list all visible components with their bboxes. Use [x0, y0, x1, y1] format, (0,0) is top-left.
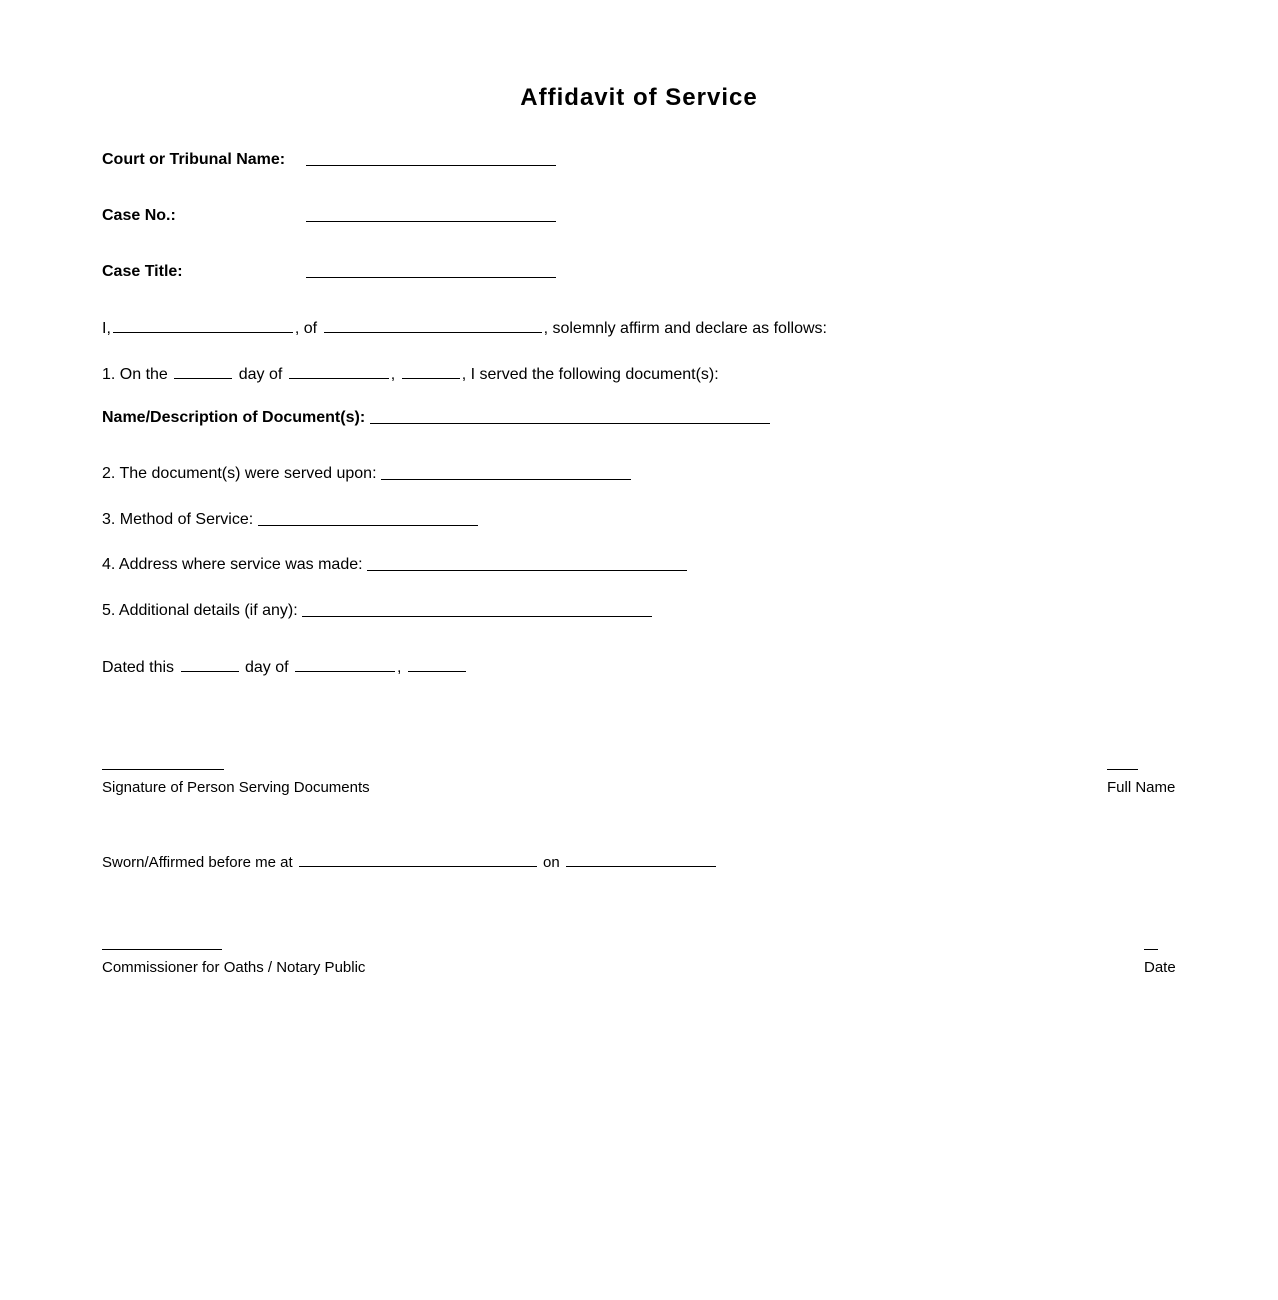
intro-line — [102, 318, 827, 338]
item-1-day-of: day of — [238, 366, 283, 383]
server-signature-label: Signature of Person Serving Documents — [102, 779, 370, 796]
dated-month-field[interactable] — [295, 657, 395, 672]
method-of-service-field[interactable] — [258, 525, 478, 526]
full-name-field[interactable] — [1107, 769, 1138, 770]
intro-suffix: , solemnly affirm and declare as follows: — [543, 320, 827, 337]
page-title: Affidavit of Service — [520, 84, 758, 111]
sworn-line — [102, 853, 718, 871]
intro-of: , of — [294, 320, 318, 337]
item-5-label: 5. Additional details (if any): — [102, 602, 298, 619]
service-month-field[interactable] — [289, 364, 389, 379]
documents-field[interactable] — [370, 423, 770, 424]
dated-day-of: day of — [244, 659, 289, 676]
case-no-label: Case No.: — [102, 207, 176, 224]
additional-details-field[interactable] — [302, 616, 652, 617]
commissioner-signature-field[interactable] — [102, 949, 222, 950]
item-1-line — [102, 364, 719, 384]
case-title-label: Case Title: — [102, 263, 183, 280]
commissioner-label: Commissioner for Oaths / Notary Public — [102, 959, 366, 976]
documents-label: Name/Description of Document(s): — [102, 409, 366, 426]
server-signature-field[interactable] — [102, 769, 224, 770]
full-name-label: Full Name — [1107, 779, 1176, 796]
item-3-label: 3. Method of Service: — [102, 511, 254, 528]
deponent-name-field[interactable] — [113, 318, 293, 333]
case-title-field[interactable] — [306, 277, 556, 278]
court-name-field[interactable] — [306, 165, 556, 166]
sworn-date-field[interactable] — [566, 853, 716, 867]
sworn-location-field[interactable] — [299, 853, 537, 867]
item-2-label: 2. The document(s) were served upon: — [102, 465, 377, 482]
dated-prefix: Dated this — [102, 659, 175, 676]
item-1-prefix: 1. On the — [102, 366, 168, 383]
court-name-label: Court or Tribunal Name: — [102, 151, 286, 168]
case-no-field[interactable] — [306, 221, 556, 222]
dated-year-field[interactable] — [408, 657, 466, 672]
sworn-on: on — [543, 854, 560, 871]
sworn-prefix: Sworn/Affirmed before me at — [102, 854, 293, 871]
intro-prefix: I, — [102, 320, 111, 337]
service-address-field[interactable] — [367, 570, 687, 571]
date-field[interactable] — [1144, 949, 1158, 950]
dated-day-field[interactable] — [181, 657, 239, 672]
item-1-comma: , — [390, 366, 396, 383]
date-label: Date — [1144, 959, 1176, 976]
deponent-address-field[interactable] — [324, 318, 542, 333]
service-year-field[interactable] — [402, 364, 460, 379]
dated-line — [102, 657, 468, 677]
item-4-label: 4. Address where service was made: — [102, 556, 363, 573]
item-1-suffix: , I served the following document(s): — [461, 366, 719, 383]
service-day-field[interactable] — [174, 364, 232, 379]
served-upon-field[interactable] — [381, 479, 631, 480]
dated-comma: , — [397, 659, 402, 676]
